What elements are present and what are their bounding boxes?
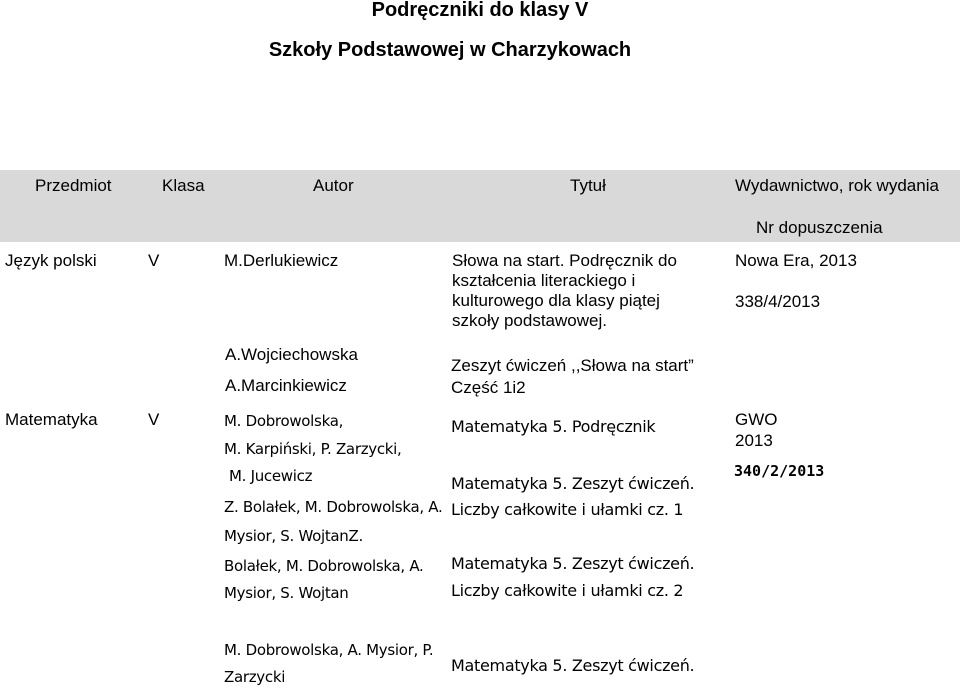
cell-title-line: kształcenia literackiego i: [452, 271, 636, 290]
header-subject: Przedmiot: [35, 176, 112, 195]
cell-year: 2013: [735, 431, 773, 450]
header-approval: Nr dopuszczenia: [756, 218, 883, 237]
cell-author: M. Dobrowolska, A. Mysior, P.: [224, 641, 434, 659]
header-author: Autor: [313, 176, 354, 195]
cell-author: Mysior, S. Wojtan: [224, 584, 349, 602]
cell-title-line: Matematyka 5. Zeszyt ćwiczeń.: [451, 474, 695, 493]
cell-publisher: Nowa Era, 2013: [735, 251, 857, 270]
cell-author: Bolałek, M. Dobrowolska, A.: [224, 557, 424, 575]
cell-subject: Język polski: [5, 251, 97, 270]
cell-author: Z. Bolałek, M. Dobrowolska, A.: [224, 498, 443, 516]
cell-author: A.Wojciechowska: [225, 345, 358, 364]
header-title: Tytuł: [570, 176, 606, 195]
cell-author: M. Karpiński, P. Zarzycki,: [224, 440, 402, 458]
header-class: Klasa: [162, 176, 205, 195]
cell-approval: 338/4/2013: [735, 292, 821, 311]
cell-title-line: Słowa na start. Podręcznik do: [452, 251, 677, 270]
cell-title-line: Matematyka 5. Zeszyt ćwiczeń.: [451, 656, 695, 675]
cell-author: M. Dobrowolska,: [224, 412, 344, 430]
cell-title-line: Matematyka 5. Zeszyt ćwiczeń.: [451, 554, 695, 573]
cell-author: Mysior, S. WojtanZ.: [224, 527, 363, 545]
header-publisher: Wydawnictwo, rok wydania: [735, 176, 939, 195]
cell-approval: 340/2/2013: [734, 462, 825, 480]
cell-title-line: Zeszyt ćwiczeń ,,Słowa na start”: [451, 356, 694, 375]
cell-title-line: Liczby całkowite i ułamki cz. 2: [451, 581, 684, 600]
cell-author: A.Marcinkiewicz: [225, 376, 347, 395]
cell-author: M.Derlukiewicz: [224, 251, 339, 270]
cell-title-line: kulturowego dla klasy piątej: [452, 291, 660, 310]
cell-title-line: Liczby całkowite i ułamki cz. 1: [451, 500, 684, 519]
page-subtitle: Szkoły Podstawowej w Charzykowach: [268, 39, 632, 61]
cell-author: M. Jucewicz: [229, 467, 313, 485]
cell-author: Zarzycki: [224, 668, 286, 686]
page-title: Podręczniki do klasy V: [371, 0, 589, 21]
cell-title-line: Matematyka 5. Podręcznik: [451, 417, 656, 436]
cell-class: V: [148, 410, 160, 429]
cell-publisher: GWO: [735, 410, 778, 429]
cell-title-line: Część 1i2: [451, 378, 526, 397]
cell-subject: Matematyka: [5, 410, 98, 429]
cell-class: V: [148, 251, 160, 270]
cell-title-line: szkoły podstawowej.: [452, 311, 607, 330]
